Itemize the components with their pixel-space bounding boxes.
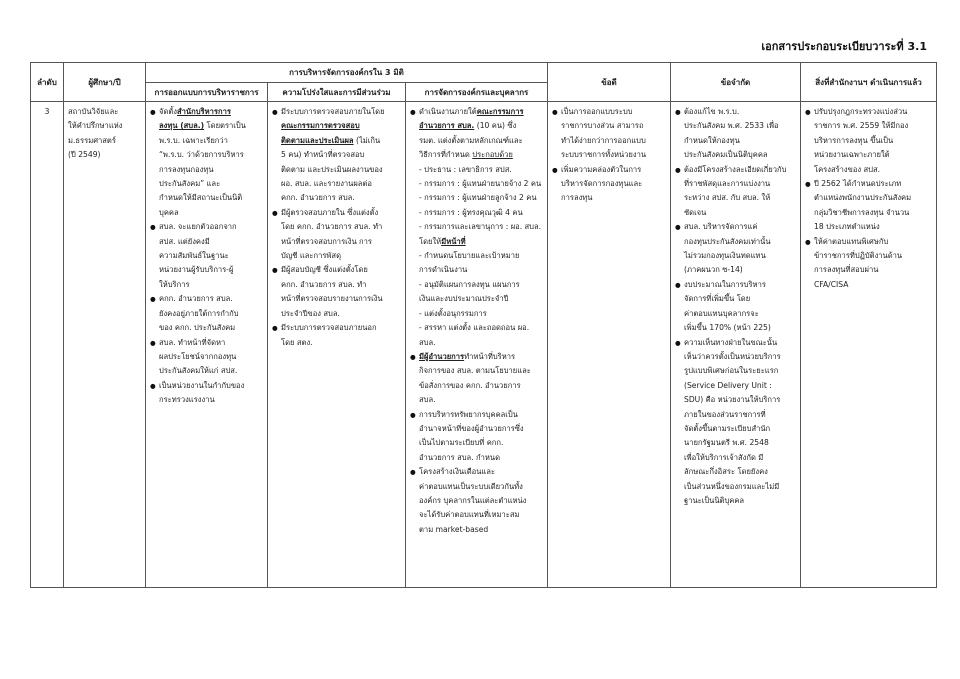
bullet-item [805,235,932,293]
text-segment: ติดตามและประเมินผล [281,135,354,145]
bullet-line [281,220,401,234]
bullet-line [684,350,796,364]
text-segment: สบล. ทำหน้าที่จัดหา [159,337,226,347]
text-segment: ระหว่าง สปส. กับ สบล. ให้ [684,193,771,203]
text-segment: โดย คกก. อำนวยการ สบล. ทำ [281,222,383,232]
management-list [410,105,543,537]
bullet-line [561,105,666,119]
bullet-line [419,408,543,422]
bullet-line [814,220,932,234]
text-segment: จัดตั้งขึ้นตามระเบียบสำนัก [684,423,771,433]
bullet-line [281,163,401,177]
bullet-line [814,105,932,119]
text-segment: สบล. บริหารจัดการแค่ [684,222,758,232]
text-segment: พ.ร.บ. เฉพาะเรียกว่า [159,135,228,145]
bullet-line [684,408,796,422]
bullet-line [281,105,401,119]
text-segment: งบประมาณในการบริหาร [684,279,766,289]
bullet-line [561,148,666,162]
bullet-line [684,494,796,508]
bullet-line [159,105,263,119]
text-segment: วิธีการที่กำหนด [419,150,473,160]
text-segment: - กำหนดนโยบายและเป้าหมาย [419,251,520,261]
bullet-line [159,263,263,277]
bullet-line [159,119,263,133]
bullet-line [419,422,543,436]
text-segment: เห็นว่าควรตั้งเป็นหน่วยบริการ [684,351,781,361]
bullet-line [159,350,263,364]
text-segment: ประกันสังคมให้แก่ สปส. [159,366,238,376]
bullet-line [159,163,263,177]
text-segment: ลงทุน (สบล.) [159,121,205,131]
bullet-line [281,307,401,321]
text-segment: ให้ค่าตอบแทนพิเศษกับ [814,236,889,246]
bullet-line [281,292,401,306]
text-segment: ค่าตอบแทนบุคลากรจะ [684,308,759,318]
bullet-line [814,119,932,133]
text-segment: - แต่งตั้งอนุกรรมการ [419,308,487,318]
text-segment: ต้องมีโครงสร้างละเอียดเกี่ยวกับ [684,164,787,174]
text-segment: สบล. [419,395,436,405]
text-segment: องค์กร บุคลากรในแต่ละตำแหน่ง [419,495,527,505]
researcher-line: สถาบันวิจัยและ [68,107,119,116]
text-segment: การลงทุนกองทุน [159,164,214,174]
bullet-item [552,163,666,206]
researcher-line: ม.ธรรมศาสตร์ [68,135,116,145]
header-governance-design: การออกแบบการบริหาราชการ [146,83,268,102]
bullet-line [419,307,543,321]
comparison-table [30,62,937,588]
bullet-line [159,278,263,292]
text-segment: ที่ราชพัสดุและการแบ่งงาน [684,179,771,189]
document-reference: เอกสารประกอบระเบียบวาระที่ 3.1 [761,40,927,53]
bullet-line [814,206,932,220]
bullet-line [419,263,543,277]
bullet-item [272,105,401,206]
text-segment: ตาม market-based [419,524,489,534]
text-segment: จะได้รับค่าตอบแทนที่เหมาะสม [419,510,520,520]
text-segment: คณะกรรมการตรวจสอบ [281,121,360,131]
bullet-line [814,163,932,177]
text-segment: ผอ. สบล. และรายงานผลต่อ [281,179,372,189]
bullet-line [684,134,796,148]
bullet-line [419,134,543,148]
transparency-list [272,105,401,350]
bullet-item [150,220,263,292]
bullet-line [814,278,932,292]
bullet-line [159,249,263,263]
text-segment: โดยตราเป็น [204,121,246,131]
bullet-line [419,364,543,378]
text-segment: (Service Delivery Unit : [684,380,772,390]
bullet-line [684,148,796,162]
bullet-item [805,105,932,177]
text-segment: ความเห็นทางฝ่ายในขณะนั้น [684,337,778,347]
text-segment: ให้บริการ [159,279,190,289]
bullet-line [419,436,543,450]
text-segment: ดำเนินงานภายใต้ [419,107,477,116]
bullet-line [281,119,401,133]
bullet-line [419,249,543,263]
bullet-line [159,206,263,220]
bullet-line [159,148,263,162]
bullet-line [684,119,796,133]
text-segment: เป็นไปตามระเบียบที่ คกก. [419,438,504,448]
text-segment: CFA/CISA [814,279,849,289]
text-segment: ข้าราชการที่ปฏิบัติงานด้าน [814,251,903,261]
header-observations: ข้อดี [548,63,671,102]
bullet-item [150,336,263,379]
bullet-item [150,105,263,220]
bullet-line [281,263,401,277]
bullet-line [419,292,543,306]
bullet-line [419,393,543,407]
bullet-line [561,191,666,205]
bullet-line [684,379,796,393]
text-segment: มีผู้สอบบัญชี ซึ่งแต่งตั้งโดย [281,265,368,275]
bullet-line [684,480,796,494]
text-segment: อำนวยการ สบล. กำหนด [419,452,501,462]
bullet-line [159,307,263,321]
bullet-line [561,119,666,133]
bullet-line [684,465,796,479]
bullet-line [561,163,666,177]
row-number-cell [31,102,64,588]
text-segment: ปรับปรุงกฎกระทรวงแบ่งส่วน [814,107,908,116]
bullet-line [561,134,666,148]
bullet-line [814,177,932,191]
table-row [31,102,937,588]
bullet-line [419,220,543,234]
text-segment: มีระบบการตรวจสอบภายในโดย [281,107,385,116]
text-segment: ภายในของส่วนราชการที่ [684,409,766,419]
text-segment: (10 คน) ซึ่ง [474,121,517,131]
text-segment: บริหารการลงทุน ขึ้นเป็น [814,135,894,145]
text-segment: มีผู้อำนวยการ [419,351,465,361]
bullet-line [281,278,401,292]
text-segment: นายกรัฐมนตรี พ.ศ. 2548 [684,438,769,448]
text-segment: (ไม่เกิน [353,135,381,145]
bullet-line [684,278,796,292]
text-segment: รมต. แต่งตั้งตามหลักเกณฑ์และ [419,135,523,145]
bullet-item [410,105,543,350]
bullet-line [684,235,796,249]
text-segment: ระบบราชการทั้งหน่วยงาน [561,150,647,160]
text-segment: ค่าตอบแทนเป็นระบบเดียวกันทั้ง [419,481,523,491]
researcher-line: ให้คำปรึกษาแห่ง [68,121,123,131]
bullet-line [814,191,932,205]
bullet-item [552,105,666,163]
header-transparency: ความโปร่งใสและการมีส่วนร่วม [268,83,406,102]
text-segment: การลงทุนที่สอบผ่าน [814,265,879,275]
text-segment: ความสัมพันธ์ในฐานะ [159,251,229,261]
bullet-line [281,191,401,205]
text-segment: ไม่รวมกองทุนเงินทดแทน [684,251,766,261]
bullet-line [419,163,543,177]
text-segment: อำนาจหน้าที่ของผู้อำนวยการซึ่ง [419,423,524,433]
text-segment: ของ คกก. ประกันสังคม [159,323,236,333]
bullet-line [419,206,543,220]
bullet-line [419,105,543,119]
text-segment: ชัดเจน [684,207,707,217]
bullet-item [410,408,543,466]
bullet-item [675,278,796,336]
bullet-line [684,206,796,220]
bullet-line [419,379,543,393]
text-segment: เพิ่มขึ้น 170% (หน้า 225) [684,323,771,333]
row-number: 3 [44,107,50,116]
text-segment: - อนุมัติแผนการลงทุน แผนการ [419,279,520,289]
bullet-item [272,321,401,350]
bullet-line [419,321,543,350]
bullet-item [675,220,796,278]
bullet-line [684,292,796,306]
bullet-item [272,263,401,321]
bullet-line [159,177,263,191]
text-segment: เงินและงบประมาณประจำปี [419,294,509,304]
text-segment: สปส. แต่ยังคงมี [159,236,210,246]
governance-cell [146,102,268,588]
bullet-line [159,379,263,393]
bullet-line [419,480,543,494]
bullet-line [281,249,401,263]
text-segment: ยังคงอยู่ภายใต้การกำกับ [159,308,239,318]
text-segment: เป็นการออกแบบระบบ [561,107,633,116]
text-segment: มีหน้าที่ [441,236,466,246]
text-segment: ทำได้ง่ายกว่าการออกแบบ [561,135,646,145]
bullet-line [684,436,796,450]
bullet-line [159,134,263,148]
text-segment: คกก. อำนวยการ สบล. [281,193,355,203]
transparency-cell [268,102,406,588]
text-segment: รูปแบบพิเศษก่อนในระยะแรก [684,366,779,376]
text-segment: จัดตั้ง [159,107,178,116]
text-segment: ประกันสังคมเป็นนิติบุคคล [684,150,768,160]
bullet-line [159,191,263,205]
bullet-line [561,177,666,191]
text-segment: โดยให้ [419,236,442,246]
text-segment: - กรรมการ : ผู้แทนฝ่ายลูกจ้าง 2 คน [419,193,537,203]
text-segment: กิจการของ สบล. ตามนโยบายและ [419,366,531,376]
text-segment: สบล. จะแยกตัวออกจาก [159,222,237,232]
bullet-line [159,292,263,306]
bullet-line [684,451,796,465]
bullet-line [684,191,796,205]
bullet-line [281,206,401,220]
bullet-line [684,393,796,407]
bullet-line [419,177,543,191]
header-three-dimensions: การบริหารจัดการองค์กรใน 3 มิติ [146,63,548,83]
bullet-line [419,494,543,508]
bullet-item [150,379,263,408]
bullet-line [281,148,401,162]
bullet-line [419,191,543,205]
bullet-line [814,148,932,162]
bullet-line [281,177,401,191]
header-actions: สิ่งที่สำนักงานฯ ดำเนินการแล้ว [801,63,937,102]
limitations-cell [671,102,801,588]
bullet-item [410,350,543,408]
actions-cell [801,102,937,588]
bullet-line [281,235,401,249]
bullet-item [675,105,796,163]
text-segment: จัดการที่เพิ่มขึ้น โดย [684,294,751,304]
header-researcher: ผู้ศึกษา/ปี [64,63,146,102]
text-segment: ประจำปีของ สบล. [281,308,340,318]
text-segment: ตำแหน่งพนักงานประกันสังคม [814,193,912,203]
bullet-item [272,206,401,264]
text-segment: คกก. อำนวยการ สบล. ทำ [281,279,367,289]
text-segment: โครงสร้างของ สปส. [814,164,881,174]
bullet-line [684,321,796,335]
bullet-line [814,249,932,263]
bullet-item [805,177,932,235]
bullet-line [684,422,796,436]
text-segment: หน่วยงานผู้รับบริการ-ผู้ [159,265,234,275]
bullet-line [159,321,263,335]
text-segment: สำนักบริหารการ [177,107,231,116]
text-segment: (ภาคผนวก ซ-14) [684,265,743,275]
bullet-line [684,263,796,277]
researcher-line: (ปี 2549) [68,150,101,160]
bullet-item [150,292,263,335]
bullet-line [684,163,796,177]
text-segment: ราชการ พ.ศ. 2559 ให้มีกอง [814,121,909,131]
text-segment: ประกอบด้วย [472,150,513,160]
text-segment: เป็นหน่วยงานในกำกับของ [159,380,245,390]
text-segment: กำหนดให้มีสถานะเป็นนิติ [159,193,243,203]
observations-cell [548,102,671,588]
bullet-line [419,465,543,479]
bullet-line [814,263,932,277]
bullet-line [419,119,543,133]
text-segment: กลุ่มวิชาชีพการลงทุน จำนวน [814,207,910,217]
bullet-line [684,336,796,350]
researcher-cell [64,102,146,588]
text-segment: 5 คน) ทำหน้าที่ตรวจสอบ [281,150,365,160]
text-segment: บริหารจัดการกองทุนและ [561,179,643,189]
bullet-line [419,451,543,465]
management-cell [406,102,548,588]
observations-list [552,105,666,206]
text-segment: ผลประโยชน์จากกองทุน [159,351,237,361]
text-segment: ประกันสังคม พ.ศ. 2533 เพื่อ [684,121,779,131]
bullet-line [419,148,543,162]
text-segment: “พ.ร.บ. ว่าด้วยการบริหาร [159,150,244,160]
bullet-line [814,134,932,148]
text-segment: เพิ่มความคล่องตัวในการ [561,164,642,174]
text-segment: - สรรหา แต่งตั้ง และถอดถอน ผอ. สบล. [419,323,530,347]
text-segment: มีระบบการตรวจสอบภายนอก [281,323,377,333]
bullet-line [281,336,401,350]
text-segment: เป็นส่วนหนึ่งของกรมและไม่มี [684,481,780,491]
bullet-line [159,364,263,378]
text-segment: กระทรวงแรงงาน [159,395,215,405]
text-segment: หน่วยงานเฉพาะภายใต้ [814,150,890,160]
bullet-line [281,321,401,335]
text-segment: ติดตาม และประเมินผลงานของ [281,164,383,174]
text-segment: ราชการบางส่วน สามารถ [561,121,644,131]
text-segment: ปี 2562 ได้กำหนดประเภท [814,179,902,189]
limitations-list [675,105,796,508]
text-segment: มีผู้ตรวจสอบภายใน ซึ่งแต่งตั้ง [281,207,379,217]
bullet-line [281,134,401,148]
bullet-line [419,235,543,249]
bullet-line [684,220,796,234]
text-segment: ข้อสั่งการของ คกก. อำนวยการ [419,380,521,390]
text-segment: การบริหารทรัพยากรบุคคลเป็น [419,409,518,419]
bullet-line [419,350,543,364]
bullet-item [675,336,796,509]
bullet-line [419,278,543,292]
text-segment: กองทุนประกันสังคมเท่านั้น [684,236,771,246]
text-segment: กำหนดให้กองทุน [684,135,740,145]
bullet-line [684,307,796,321]
bullet-line [684,105,796,119]
bullet-item [675,163,796,221]
bullet-line [159,220,263,234]
text-segment: เพื่อให้บริการเจ้าสังกัด มี [684,452,764,462]
bullet-line [684,249,796,263]
text-segment: การลงทุน [561,193,593,203]
text-segment: หน้าที่ตรวจสอบรายงานการเงิน [281,294,383,304]
text-segment: โครงสร้างเงินเดือนและ [419,467,496,477]
text-segment: บุคคล [159,207,179,217]
actions-list [805,105,932,292]
text-segment: อำนวยการ สบล. [419,121,475,131]
text-segment: ฐานะเป็นนิติบุคคล [684,495,745,505]
text-segment: หน้าที่ตรวจสอบการเงิน การ [281,236,372,246]
text-segment: 18 ประเภทตำแหน่ง [814,222,880,232]
text-segment: คณะกรรมการ [476,107,524,116]
text-segment: SDU) คือ หน่วยงานให้บริการ [684,395,781,405]
governance-list [150,105,263,408]
bullet-line [684,177,796,191]
bullet-line [159,235,263,249]
bullet-item [410,465,543,537]
bullet-line [159,393,263,407]
text-segment: - กรรมการ : ผู้แทนฝ่ายนายจ้าง 2 คน [419,179,542,189]
text-segment: บัญชี และการพัสดุ [281,251,341,261]
header-limitations: ข้อจำกัด [671,63,801,102]
bullet-line [419,508,543,522]
text-segment: - ประธาน : เลขาธิการ สปส. [419,164,512,174]
bullet-line [684,364,796,378]
bullet-line [814,235,932,249]
text-segment: การดำเนินงาน [419,265,468,275]
bullet-line [159,336,263,350]
text-segment: ทำหน้าที่บริหาร [464,351,516,361]
text-segment: - กรรมการและเลขานุการ : ผอ. สบล. [419,222,542,232]
text-segment: ประกันสังคม” และ [159,179,221,189]
text-segment: ลักษณะกึ่งอิสระ โดยยังคง [684,467,768,477]
header-no: ลำดับ [31,63,64,102]
header-org-management: การจัดการองค์กรและบุคลากร [406,83,548,102]
text-segment: - กรรมการ : ผู้ทรงคุณวุฒิ 4 คน [419,207,523,217]
text-segment: โดย สตง. [281,337,313,347]
text-segment: คกก. อำนวยการ สบล. [159,294,233,304]
text-segment: ต้องแก้ไข พ.ร.บ. [684,107,740,116]
bullet-line [419,523,543,537]
